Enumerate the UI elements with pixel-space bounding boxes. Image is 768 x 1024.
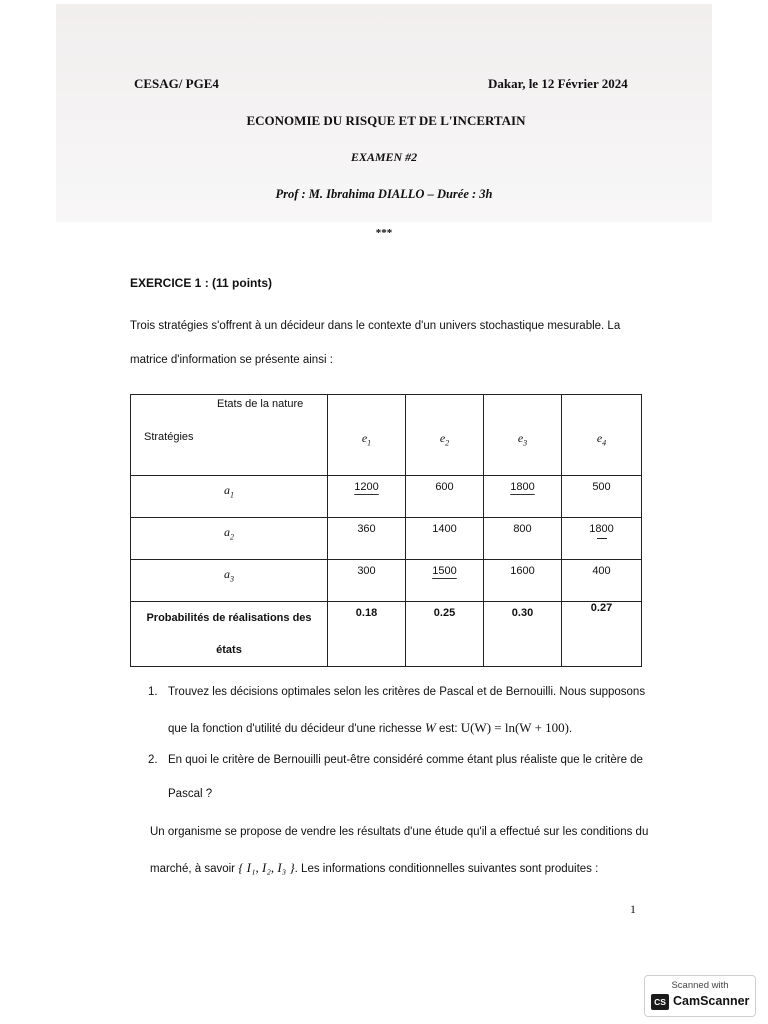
camscanner-brand-label: CamScanner	[673, 994, 750, 1008]
question-1-line-1: Trouvez les décisions optimales selon les critères de Pascal et de Bernouilli. Nous supposons	[168, 686, 646, 698]
table-row	[131, 476, 642, 518]
table-row	[131, 518, 642, 560]
strategy-a3: $a_3$	[131, 560, 328, 602]
table-cell: 1500	[406, 560, 484, 602]
paragraph-line-2: marché, à savoir { I₁, I₂, I₃ }. Les informations conditionnelles suivantes sont produites :	[150, 860, 599, 875]
probability-label-line-1: Probabilités de réalisations des	[146, 612, 312, 624]
table-cell: 300	[328, 560, 406, 602]
probability-label-cell	[131, 602, 328, 667]
camscanner-watermark	[644, 975, 756, 1017]
probability-e4: 0.27	[562, 602, 642, 667]
table-cell: 1600	[484, 560, 562, 602]
information-matrix-table	[130, 394, 642, 667]
question-number: 2.	[148, 754, 158, 766]
course-title: ECONOMIE DU RISQUE ET DE L'INCERTAIN	[246, 113, 526, 128]
probability-e3: 0.30	[484, 602, 562, 667]
paragraph-line-1: Un organisme se propose de vendre les résultats d'une étude qu'il a effectué sur les conditions du	[150, 826, 649, 838]
table-row	[131, 560, 642, 602]
table-cell: 1800	[484, 476, 562, 518]
question-number: 1.	[148, 686, 158, 698]
strategy-a2: $a_2$	[131, 518, 328, 560]
question-1-line-2: que la fonction d'utilité du décideur d'une richesse W est: U(W) = ln(W + 100).	[168, 720, 573, 735]
strategies-label: Stratégies	[144, 431, 194, 443]
states-of-nature-label: Etats de la nature	[217, 398, 304, 410]
state-header-e1: $e_1$	[328, 395, 406, 476]
table-cell: 1400	[406, 518, 484, 560]
scanned-with-label: Scanned with	[671, 980, 729, 991]
question-2-line-1: En quoi le critère de Bernouilli peut-être considéré comme étant plus réaliste que le critère de	[168, 754, 643, 766]
page-number: 1	[630, 902, 636, 916]
probability-e2: 0.25	[406, 602, 484, 667]
table-corner-cell	[131, 395, 328, 476]
institution-label: CESAG/ PGE4	[134, 76, 219, 91]
probability-e1: 0.18	[328, 602, 406, 667]
table-cell: 500	[562, 476, 642, 518]
exam-title: EXAMEN #2	[350, 150, 418, 164]
state-header-e4: $e_4$	[562, 395, 642, 476]
handwritten-mark	[597, 538, 607, 540]
state-header-e2: $e_2$	[406, 395, 484, 476]
table-header-row	[131, 395, 642, 476]
table-cell: 1200	[328, 476, 406, 518]
table-cell: 360	[328, 518, 406, 560]
intro-text-line-2: matrice d'information se présente ainsi :	[130, 354, 333, 366]
strategy-a1: $a_1$	[131, 476, 328, 518]
place-date-label: Dakar, le 12 Février 2024	[488, 76, 628, 91]
state-header-e3: $e_3$	[484, 395, 562, 476]
table-cell: 800	[484, 518, 562, 560]
table-cell: 400	[562, 560, 642, 602]
exercise-heading: EXERCICE 1 : (11 points)	[130, 276, 273, 290]
table-cell: 600	[406, 476, 484, 518]
probability-row	[131, 602, 642, 667]
probability-label-line-2: états	[216, 644, 242, 656]
camscanner-logo-icon: CS	[651, 994, 669, 1010]
separator-stars: ***	[375, 227, 393, 239]
intro-text-line-1: Trois stratégies s'offrent à un décideur dans le contexte d'un univers stochastique mesurable. La	[130, 320, 621, 332]
table-cell: 1800	[562, 518, 642, 560]
question-2-line-2: Pascal ?	[168, 788, 213, 800]
professor-duration-line: Prof : M. Ibrahima DIALLO – Durée : 3h	[275, 187, 493, 201]
